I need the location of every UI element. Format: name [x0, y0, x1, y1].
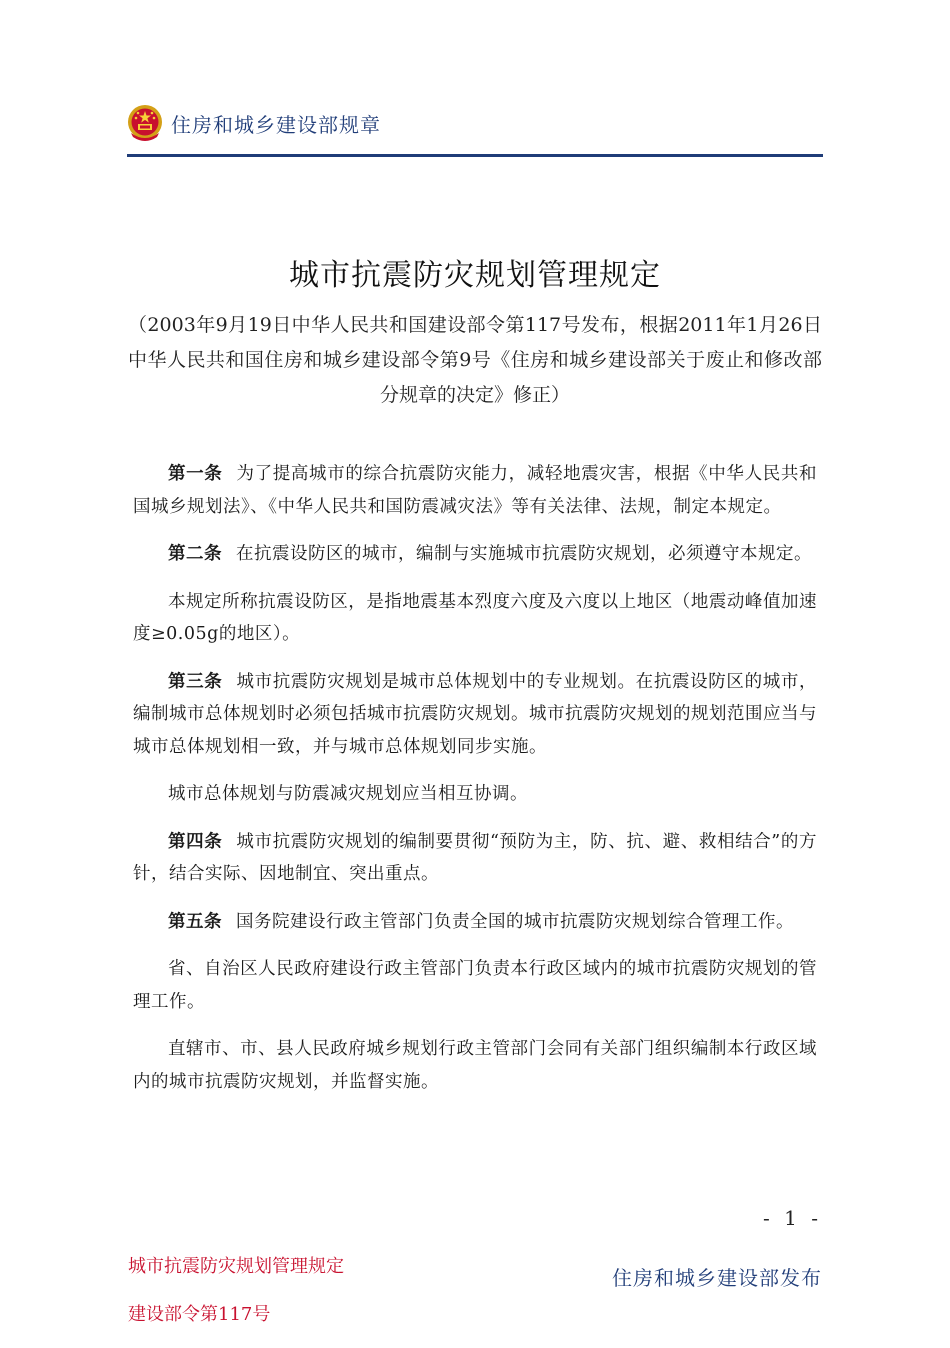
footer-order-number: 建设部令第117号 — [128, 1304, 271, 1325]
article-paragraph — [133, 666, 817, 764]
paragraph-text: 本规定所称抗震设防区，是指地震基本烈度六度及六度以上地区（地震动峰值加速度≥0.05g的地区）。 — [133, 591, 817, 644]
article-paragraph — [133, 826, 817, 891]
article-number: 第三条 — [168, 671, 223, 692]
paragraph-text: 直辖市、市、县人民政府城乡规划行政主管部门会同有关部门组织编制本行政区域内的城市抗震防灾规划，并监督实施。 — [133, 1039, 817, 1092]
paragraph-text: 在抗震设防区的城市，编制与实施城市抗震防灾规划，必须遵守本规定。 — [236, 544, 812, 564]
page-number: - 1 - — [763, 1206, 822, 1230]
paragraph-text: 城市总体规划与防震减灾规划应当相互协调。 — [168, 784, 528, 804]
national-emblem-icon — [127, 103, 163, 143]
page-header — [127, 103, 823, 157]
paragraph-text: 为了提高城市的综合抗震防灾能力，减轻地震灾害，根据《中华人民共和国城乡规划法》、《中华人民共和国防震减灾法》等有关法律、法规，制定本规定。 — [133, 464, 818, 517]
paragraph-text: 国务院建设行政主管部门负责全国的城市抗震防灾规划综合管理工作。 — [236, 911, 794, 932]
article-number: 第二条 — [168, 544, 222, 564]
footer-regulation-title: 城市抗震防灾规划管理规定 — [128, 1256, 344, 1277]
footer-left — [128, 1252, 344, 1348]
paragraph — [133, 953, 817, 1018]
article-paragraph — [133, 538, 817, 571]
paragraph — [133, 586, 817, 651]
paragraph — [133, 1033, 817, 1098]
document-subtitle: （2003年9月19日中华人民共和国建设部令第117号发布，根据2011年1月26日中华人民共和国住房和城乡建设部令第9号《住房和城乡建设部关于废止和修改部分规章的决定》修正） — [128, 314, 822, 406]
paragraph-text: 城市抗震防灾规划的编制要贯彻“预防为主，防、抗、避、救相结合”的方针，结合实际、因地制宜、突出重点。 — [133, 831, 817, 884]
article-paragraph — [133, 906, 817, 939]
article-number: 第四条 — [168, 831, 223, 852]
document-body — [133, 458, 817, 1113]
paragraph-text: 城市抗震防灾规划是城市总体规划中的专业规划。在抗震设防区的城市，编制城市总体规划时必须包括城市抗震防灾规划。城市抗震防灾规划的规划范围应当与城市总体规划相一致，并与城市总体规划同步实施。 — [133, 671, 818, 757]
article-paragraph — [133, 458, 817, 523]
paragraph — [133, 778, 817, 811]
paragraph-text: 省、自治区人民政府建设行政主管部门负责本行政区域内的城市抗震防灾规划的管理工作。 — [133, 959, 817, 1012]
footer-publisher: 住房和城乡建设部发布 — [612, 1266, 822, 1290]
article-number: 第五条 — [168, 911, 222, 932]
article-number: 第一条 — [168, 464, 223, 484]
header-title: 住房和城乡建设部规章 — [171, 113, 381, 137]
document-title: 城市抗震防灾规划管理规定 — [289, 258, 661, 293]
